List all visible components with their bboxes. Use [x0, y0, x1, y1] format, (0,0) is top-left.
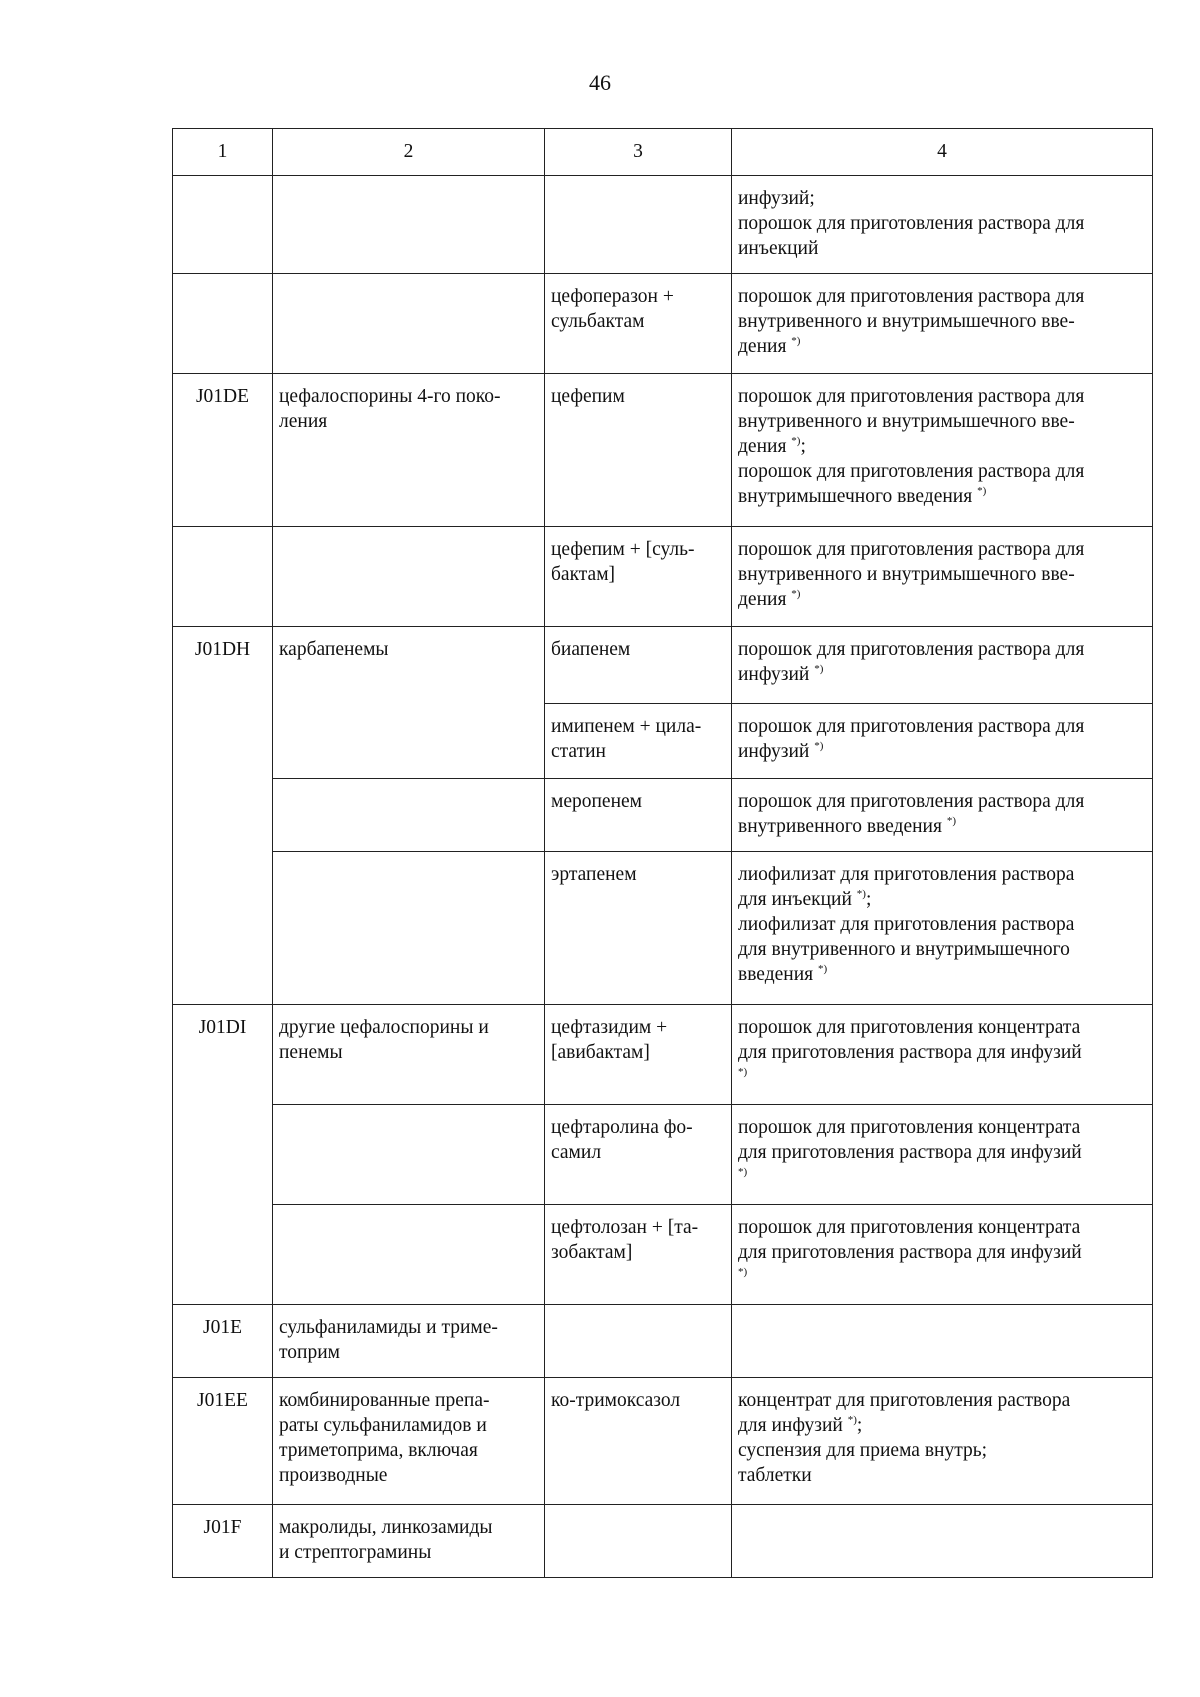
footnote-mark: *) — [791, 435, 801, 447]
dosage-form-cell — [732, 852, 1153, 1005]
cell-line-text: сульфаниламиды и триме- — [279, 1317, 498, 1338]
group-name-cell — [273, 1205, 545, 1305]
cell-line-text: порошок для приготовления концентрата — [738, 1117, 1081, 1138]
cell-line — [738, 211, 1146, 236]
cell-line — [279, 1515, 538, 1540]
dosage-form-cell — [732, 1005, 1153, 1105]
dosage-form-cell — [732, 274, 1153, 374]
cell-line-text: раты сульфаниламидов и — [279, 1415, 487, 1436]
cell-line — [738, 484, 1146, 509]
cell-line-text: сульбактам — [551, 311, 645, 332]
cell-line — [551, 537, 725, 562]
group-name-cell — [273, 176, 545, 274]
cell-line — [279, 1540, 538, 1565]
dosage-form-cell — [732, 1378, 1153, 1505]
drug-name-cell — [545, 374, 732, 527]
cell-line-text: бактам] — [551, 564, 616, 585]
cell-line-text: суспензия для приема внутрь; — [738, 1440, 988, 1461]
atc-code-cell: J01DI — [173, 1005, 273, 1105]
cell-line-text: макролиды, линкозамиды — [279, 1517, 493, 1538]
cell-line-text: порошок для приготовления раствора для — [738, 791, 1085, 812]
cell-line-text: цефтаролина фо- — [551, 1117, 693, 1138]
footnote-mark: *) — [856, 888, 866, 900]
cell-line-text: топрим — [279, 1342, 340, 1363]
cell-line — [738, 912, 1146, 937]
group-name-cell — [273, 704, 545, 779]
cell-line — [279, 1438, 538, 1463]
cell-line-text: ления — [279, 411, 328, 432]
cell-line — [551, 1388, 725, 1413]
cell-line — [738, 434, 1146, 459]
cell-line — [738, 1215, 1146, 1240]
cell-line — [551, 562, 725, 587]
cell-line-text: цефтолозан + [та- — [551, 1217, 699, 1238]
footnote-mark: *) — [814, 740, 824, 752]
cell-line — [738, 937, 1146, 962]
dosage-form-cell — [732, 176, 1153, 274]
dosage-form-cell — [732, 1205, 1153, 1305]
drug-name-cell — [545, 1105, 732, 1205]
cell-line — [738, 562, 1146, 587]
table-row — [173, 1505, 1153, 1578]
cell-line-text: биапенем — [551, 639, 631, 660]
cell-line-text: комбинированные препа- — [279, 1390, 490, 1411]
page-number: 46 — [589, 70, 611, 95]
cell-line — [738, 284, 1146, 309]
cell-line — [551, 1215, 725, 1240]
cell-line — [738, 662, 1146, 687]
cell-line — [551, 714, 725, 739]
group-name-cell — [273, 1105, 545, 1205]
cell-line-text: порошок для приготовления раствора для — [738, 461, 1085, 482]
cell-line — [738, 537, 1146, 562]
cell-line — [738, 739, 1146, 764]
cell-line-text: внутримышечного введения — [738, 486, 978, 507]
cell-line-text: инфузий; — [738, 188, 815, 209]
footnote-mark: *) — [791, 588, 801, 600]
atc-code-cell — [173, 176, 273, 274]
dosage-form-cell — [732, 1105, 1153, 1205]
cell-line — [738, 236, 1146, 261]
atc-code-cell — [173, 527, 273, 627]
table-row — [173, 374, 1153, 527]
atc-code-cell — [173, 852, 273, 1005]
drug-name-cell — [545, 1305, 732, 1378]
cell-line — [279, 1413, 538, 1438]
cell-line — [738, 409, 1146, 434]
cell-line — [738, 887, 1146, 912]
cell-line-text: для приготовления раствора для инфузий — [738, 1142, 1082, 1163]
cell-line — [551, 862, 725, 887]
footnote-mark: *) — [946, 815, 957, 827]
cell-line-text: самил — [551, 1142, 602, 1163]
group-name-cell — [273, 1005, 545, 1105]
header-cell-4: 4 — [732, 129, 1153, 176]
cell-line-text: эртапенем — [551, 864, 637, 885]
cell-line — [738, 1438, 1146, 1463]
atc-code-cell: J01EE — [173, 1378, 273, 1505]
footnote-mark: *) — [814, 663, 824, 675]
table-row — [173, 1105, 1153, 1205]
dosage-form-cell — [732, 627, 1153, 704]
atc-code-cell: J01DH — [173, 627, 273, 704]
cell-line-text: производные — [279, 1465, 388, 1486]
group-name-cell — [273, 1305, 545, 1378]
footnote-mark: *) — [738, 1066, 748, 1078]
cell-line-text: имипенем + цила- — [551, 716, 702, 737]
drug-name-cell — [545, 779, 732, 852]
cell-line-text: дения — [738, 336, 792, 357]
table-row — [173, 779, 1153, 852]
cell-line — [279, 384, 538, 409]
cell-line — [551, 1240, 725, 1265]
cell-line — [738, 862, 1146, 887]
table-row — [173, 1305, 1153, 1378]
drug-name-cell — [545, 1205, 732, 1305]
atc-code-cell — [173, 704, 273, 779]
cell-line-text: порошок для приготовления раствора для — [738, 716, 1085, 737]
table-row — [173, 627, 1153, 704]
cell-line-text: инфузий — [738, 741, 815, 762]
cell-line — [738, 1265, 1146, 1290]
cell-line — [551, 309, 725, 334]
header-cell-2: 2 — [273, 129, 545, 176]
cell-line — [738, 1463, 1146, 1488]
cell-line — [279, 1463, 538, 1488]
cell-line — [551, 739, 725, 764]
cell-line-text: другие цефалоспорины и — [279, 1017, 489, 1038]
cell-line-text: таблетки — [738, 1465, 812, 1486]
drug-name-cell — [545, 527, 732, 627]
group-name-cell — [273, 852, 545, 1005]
cell-line — [738, 459, 1146, 484]
cell-line-text: введения — [738, 964, 818, 985]
atc-code-cell: J01DE — [173, 374, 273, 527]
group-name-cell — [273, 1378, 545, 1505]
cell-line — [551, 637, 725, 662]
cell-line — [738, 1413, 1146, 1438]
cell-line-text: статин — [551, 741, 606, 762]
cell-line — [738, 1065, 1146, 1090]
cell-line — [738, 814, 1146, 839]
dosage-form-cell — [732, 779, 1153, 852]
cell-line-text: порошок для приготовления раствора для — [738, 213, 1085, 234]
cell-line — [738, 962, 1146, 987]
cell-line-text: внутривенного и внутримышечного вве- — [738, 411, 1075, 432]
table-row — [173, 852, 1153, 1005]
group-name-cell — [273, 779, 545, 852]
drug-name-cell — [545, 1378, 732, 1505]
cell-line — [551, 1015, 725, 1040]
drug-name-cell — [545, 274, 732, 374]
dosage-form-cell — [732, 1505, 1153, 1578]
atc-code-cell — [173, 1105, 273, 1205]
dosage-form-cell — [732, 527, 1153, 627]
cell-line-text: внутривенного введения — [738, 816, 947, 837]
atc-code-cell — [173, 274, 273, 374]
cell-line-text: порошок для приготовления раствора для — [738, 539, 1085, 560]
cell-line-suffix: ; — [800, 436, 806, 457]
cell-line-text: внутривенного и внутримышечного вве- — [738, 564, 1075, 585]
cell-line-text: меропенем — [551, 791, 643, 812]
drug-table — [172, 128, 1153, 1578]
table-row — [173, 1205, 1153, 1305]
cell-line-text: дения — [738, 589, 792, 610]
cell-line — [738, 186, 1146, 211]
cell-line-text: лиофилизат для приготовления раствора — [738, 864, 1075, 885]
cell-line-text: для приготовления раствора для инфузий — [738, 1242, 1082, 1263]
cell-line — [738, 637, 1146, 662]
cell-line — [738, 789, 1146, 814]
drug-name-cell — [545, 627, 732, 704]
cell-line-text: [авибактам] — [551, 1042, 650, 1063]
cell-line — [738, 587, 1146, 612]
cell-line-text: для внутривенного и внутримышечного — [738, 939, 1070, 960]
cell-line — [551, 1115, 725, 1140]
cell-line — [738, 309, 1146, 334]
cell-line-text: порошок для приготовления концентрата — [738, 1217, 1081, 1238]
cell-line-text: для инфузий — [738, 1415, 848, 1436]
table-header-row — [173, 129, 1153, 176]
cell-line-suffix: ; — [856, 1415, 863, 1436]
cell-line-text: пенемы — [279, 1042, 343, 1063]
group-name-cell — [273, 527, 545, 627]
cell-line — [551, 1140, 725, 1165]
cell-line — [738, 1115, 1146, 1140]
footnote-mark: *) — [738, 1266, 748, 1278]
table-row — [173, 274, 1153, 374]
cell-line — [279, 1015, 538, 1040]
drug-name-cell — [545, 1005, 732, 1105]
footnote-mark: *) — [847, 1414, 857, 1426]
cell-line-text: и стрептограмины — [279, 1542, 432, 1563]
atc-code-cell: J01F — [173, 1505, 273, 1578]
cell-line-text: порошок для приготовления раствора для — [738, 286, 1085, 307]
table-row — [173, 1005, 1153, 1105]
cell-line — [738, 384, 1146, 409]
footnote-mark: *) — [818, 963, 828, 975]
cell-line-text: цефепим + [суль- — [551, 539, 695, 560]
cell-line — [279, 1315, 538, 1340]
cell-line — [279, 637, 538, 662]
cell-line — [279, 1340, 538, 1365]
cell-line-text: инъекций — [738, 238, 819, 259]
group-name-cell — [273, 627, 545, 704]
cell-line-text: дения — [738, 436, 792, 457]
cell-line — [551, 284, 725, 309]
footnote-mark: *) — [977, 485, 987, 497]
atc-code-cell: J01E — [173, 1305, 273, 1378]
cell-line-text: цефалоспорины 4-го поко- — [279, 386, 501, 407]
dosage-form-cell — [732, 704, 1153, 779]
drug-name-cell — [545, 704, 732, 779]
cell-line — [279, 1388, 538, 1413]
drug-name-cell — [545, 1505, 732, 1578]
cell-line-text: цефтазидим + — [551, 1017, 668, 1038]
footnote-mark: *) — [791, 335, 801, 347]
cell-line — [551, 789, 725, 814]
cell-line — [738, 1040, 1146, 1065]
cell-line — [279, 409, 538, 434]
cell-line-text: зобактам] — [551, 1242, 633, 1263]
cell-line-text: лиофилизат для приготовления раствора — [738, 914, 1075, 935]
group-name-cell — [273, 274, 545, 374]
cell-line — [279, 1040, 538, 1065]
table-row — [173, 704, 1153, 779]
dosage-form-cell — [732, 374, 1153, 527]
drug-name-cell — [545, 852, 732, 1005]
cell-line — [551, 1040, 725, 1065]
cell-line-text: ко-тримоксазол — [551, 1390, 681, 1411]
cell-line-text: инфузий — [738, 664, 815, 685]
cell-line-suffix: ; — [865, 889, 872, 910]
cell-line — [738, 1388, 1146, 1413]
cell-line-text: для инъекций — [738, 889, 857, 910]
footnote-mark: *) — [738, 1166, 748, 1178]
cell-line-text: для приготовления раствора для инфузий — [738, 1042, 1082, 1063]
table-row — [173, 527, 1153, 627]
cell-line — [738, 1140, 1146, 1165]
dosage-form-cell — [732, 1305, 1153, 1378]
cell-line-text: порошок для приготовления раствора для — [738, 639, 1085, 660]
cell-line-text: триметоприма, включая — [279, 1440, 478, 1461]
cell-line — [738, 334, 1146, 359]
atc-code-cell — [173, 779, 273, 852]
cell-line-text: цефепим — [551, 386, 625, 407]
drug-name-cell — [545, 176, 732, 274]
cell-line — [738, 714, 1146, 739]
cell-line-text: карбапенемы — [279, 639, 389, 660]
table-row — [173, 1378, 1153, 1505]
cell-line-text: порошок для приготовления концентрата — [738, 1017, 1081, 1038]
cell-line — [551, 384, 725, 409]
table-row — [173, 176, 1153, 274]
cell-line-text: внутривенного и внутримышечного вве- — [738, 311, 1075, 332]
cell-line — [738, 1165, 1146, 1190]
table-body — [173, 176, 1153, 1578]
cell-line — [738, 1240, 1146, 1265]
atc-code-cell — [173, 1205, 273, 1305]
cell-line-text: цефоперазон + — [551, 286, 674, 307]
group-name-cell — [273, 1505, 545, 1578]
cell-line-text: порошок для приготовления раствора для — [738, 386, 1085, 407]
header-cell-3: 3 — [545, 129, 732, 176]
group-name-cell — [273, 374, 545, 527]
header-cell-1: 1 — [173, 129, 273, 176]
cell-line-text: концентрат для приготовления раствора — [738, 1390, 1071, 1411]
cell-line — [738, 1015, 1146, 1040]
